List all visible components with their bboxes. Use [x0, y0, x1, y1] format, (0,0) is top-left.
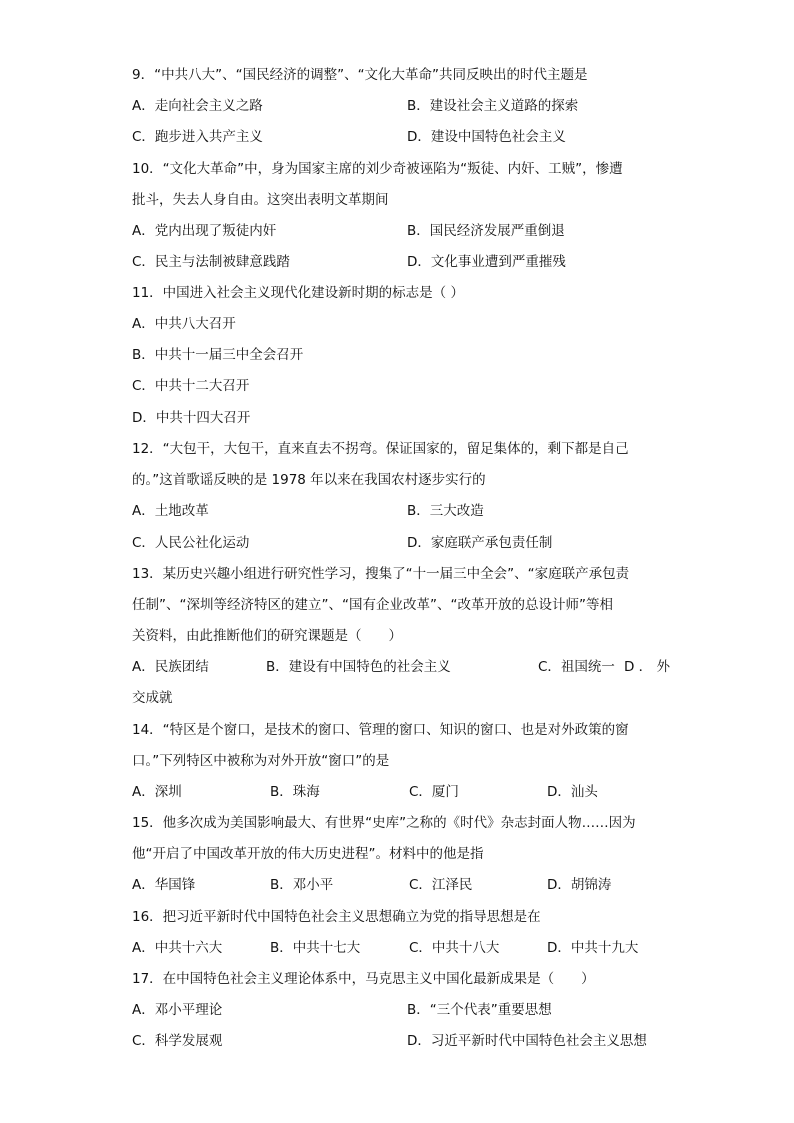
question-10-options-row-1: [132, 219, 672, 243]
question-9-option-d: D．建设中国特色社会主义: [407, 129, 566, 145]
question-13-stem-line-1: 13．某历史兴趣小组进行研究性学习，搜集了“十一届三中全会”、“家庭联产承包责: [132, 566, 630, 582]
question-14-stem-line-1: 14．“特区是个窗口，是技术的窗口、管理的窗口、知识的窗口、也是对外政策的窗: [132, 722, 629, 738]
question-10-option-a: A．党内出现了叛徒内奸: [132, 223, 277, 239]
question-9-option-b: B．建设社会主义道路的探索: [407, 98, 579, 114]
question-17-option-d: D．习近平新时代中国特色社会主义思想: [407, 1033, 647, 1049]
question-11-option-b: B．中共十一届三中全会召开: [132, 347, 304, 363]
question-12-option-b: B．三大改造: [407, 503, 484, 519]
question-12-stem-line-1: 12．“大包干，大包干，直来直去不拐弯。保证国家的，留足集体的，剩下都是自己: [132, 441, 629, 457]
question-15-option-c: C．江泽民: [409, 877, 473, 893]
question-15-stem-line-2: 他“开启了中国改革开放的伟大历史进程”。材料中的他是指: [132, 846, 484, 862]
question-16-stem-line-1: 16．把习近平新时代中国特色社会主义思想确立为党的指导思想是在: [132, 909, 541, 925]
question-11-option-d: D．中共十四大召开: [132, 410, 251, 426]
question-12-options-row-1: [132, 499, 672, 523]
question-13-option-a: A．民族团结: [132, 659, 209, 675]
question-14-option-c: C．厦门: [409, 784, 459, 800]
question-15-stem-line-1: 15．他多次成为美国影响最大、有世界“史库”之称的《时代》杂志封面人物……因为: [132, 815, 636, 831]
question-14-option-a: A．深圳: [132, 784, 182, 800]
question-10-option-b: B．国民经济发展严重倒退: [407, 223, 565, 239]
question-13-option-d: D ． 外: [624, 659, 670, 675]
question-9-option-a: A．走向社会主义之路: [132, 98, 263, 114]
question-10-options-row-2: [132, 250, 672, 274]
question-11-option-a: A．中共八大召开: [132, 316, 236, 332]
question-10-option-c: C．民主与法制被肆意践踏: [132, 254, 290, 270]
question-12-option-a: A．土地改革: [132, 503, 209, 519]
question-11-stem-line-1: 11．中国进入社会主义现代化建设新时期的标志是（ ）: [132, 285, 464, 301]
question-12-option-c: C．人民公社化运动: [132, 535, 250, 551]
question-16-options-row: [132, 936, 672, 960]
question-12-option-d: D．家庭联产承包责任制: [407, 535, 553, 551]
question-13-stem-line-3: 关资料，由此推断他们的研究课题是（ ）: [132, 628, 402, 644]
question-17-option-b: B．“三个代表”重要思想: [407, 1002, 552, 1018]
question-15-options-row: [132, 873, 672, 897]
question-10-option-d: D．文化事业遭到严重摧残: [407, 254, 566, 270]
question-16-option-d: D．中共十九大: [547, 940, 639, 956]
question-9-options-row-2: [132, 125, 672, 149]
question-13-stem-line-2: 任制”、“深圳等经济特区的建立”、“国有企业改革”、“改革开放的总设计师”等相: [132, 597, 613, 613]
question-12-stem-line-2: 的。”这首歌谣反映的是 1978 年以来在我国农村逐步实行的: [132, 472, 486, 488]
question-15-option-b: B．邓小平: [270, 877, 334, 893]
question-12-options-row-2: [132, 531, 672, 555]
question-15-option-d: D．胡锦涛: [547, 877, 612, 893]
question-16-option-b: B．中共十七大: [270, 940, 361, 956]
question-13-option-b: B．建设有中国特色的社会主义: [266, 659, 451, 675]
question-14-stem-line-2: 口。”下列特区中被称为对外开放“窗口”的是: [132, 753, 390, 769]
question-14-option-b: B．珠海: [270, 784, 320, 800]
question-9-options-row-1: [132, 94, 672, 118]
question-10-stem-line-2: 批斗，失去人身自由。这突出表明文革期间: [132, 192, 389, 208]
question-17-option-a: A．邓小平理论: [132, 1002, 223, 1018]
question-17-options-row-2: [132, 1029, 672, 1053]
question-15-option-a: A．华国锋: [132, 877, 196, 893]
question-9-option-c: C．跑步进入共产主义: [132, 129, 263, 145]
question-17-stem-line-1: 17．在中国特色社会主义理论体系中，马克思主义中国化最新成果是（ ）: [132, 971, 595, 987]
question-13-option-c: C．祖国统一: [538, 659, 615, 675]
question-11-option-c: C．中共十二大召开: [132, 378, 250, 394]
question-13-option-d-continued: 交成就: [132, 690, 173, 706]
question-9-stem-line-1: 9．“中共八大”、“国民经济的调整”、“文化大革命”共同反映出的时代主题是: [132, 67, 588, 83]
question-14-option-d: D．汕头: [547, 784, 598, 800]
question-17-option-c: C．科学发展观: [132, 1033, 223, 1049]
question-14-options-row: [132, 780, 672, 804]
question-16-option-a: A．中共十六大: [132, 940, 223, 956]
question-13-options-row-1: [132, 655, 672, 679]
question-17-options-row-1: [132, 998, 672, 1022]
question-16-option-c: C．中共十八大: [409, 940, 500, 956]
question-10-stem-line-1: 10．“文化大革命”中，身为国家主席的刘少奇被诬陷为“叛徒、内奸、工贼”，惨遭: [132, 161, 623, 177]
